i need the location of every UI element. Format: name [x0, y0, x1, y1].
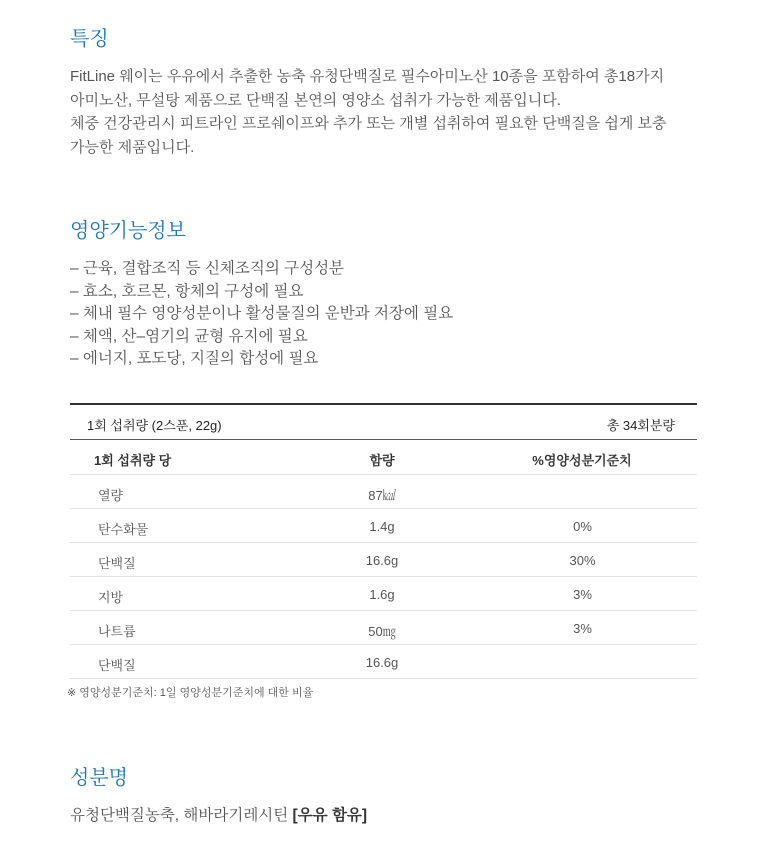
header-daily-value: %영양성분기준치 [532, 453, 632, 468]
nutrition-table [70, 403, 697, 679]
nutrition-function-heading: 영양기능정보 [70, 220, 186, 242]
ingredients-heading: 성분명 [70, 767, 128, 789]
features-line: 아미노산, 무설탕 제품으로 단백질 본연의 영양소 섭취가 가능한 제품입니다. [70, 91, 561, 109]
features-line: 가능한 제품입니다. [70, 138, 195, 156]
nutrient-name: 단백질 [98, 556, 136, 571]
nutrient-name: 단백질 [98, 658, 136, 673]
table-row [70, 611, 697, 645]
nutrient-dv: 3% [573, 621, 592, 636]
list-item: – 에너지, 포도당, 지질의 합성에 필요 [70, 350, 319, 367]
header-per-serving: 1회 섭취량 당 [94, 453, 172, 468]
features-heading: 특징 [70, 28, 109, 50]
list-item: – 효소, 호르몬, 항체의 구성에 필요 [70, 282, 304, 300]
table-row [70, 577, 697, 611]
nutrient-amount: 16.6g [365, 553, 399, 568]
table-row [70, 543, 697, 577]
list-item: – 근육, 결합조직 등 신체조직의 구성성분 [70, 260, 345, 277]
nutrient-amount: 87㎉ [368, 488, 396, 503]
nutrition-function-list [70, 258, 453, 371]
list-item: – 체내 필수 영양성분이나 활성물질의 운반과 저장에 필요 [70, 305, 454, 322]
table-row [70, 475, 697, 509]
ingredients-list: 유청단백질농축, 해바라기레시틴 [70, 807, 293, 824]
nutrient-dv: 30% [569, 553, 596, 568]
table-row [70, 509, 697, 543]
features-line: FitLine 웨이는 우유에서 추출한 농축 유청단백질로 필수아미노산 10종을 포함하여 총18가지 [70, 68, 665, 85]
nutrient-amount: 1.4g [369, 519, 395, 534]
features-line: 체중 건강관리시 피트라인 프로쉐이프와 추가 또는 개별 섭취하여 필요한 단백질을 쉽게 보충 [70, 115, 667, 132]
features-description [70, 65, 710, 159]
header-amount: 함량 [369, 453, 395, 468]
table-row [70, 645, 697, 679]
allergen-notice: [우유 함유] [292, 807, 368, 824]
nutrient-dv: 0% [573, 519, 592, 534]
ingredients-text [70, 803, 367, 825]
nutrient-name: 열량 [98, 488, 124, 503]
nutrient-amount: 1.6g [369, 587, 395, 602]
nutrient-dv: 3% [573, 587, 592, 602]
daily-value-note: ※ 영양성분기준치: 1일 영양성분기준치에 대한 비율 [67, 687, 314, 699]
list-item: – 체액, 산–염기의 균형 유지에 필요 [70, 327, 308, 345]
table-header-row [70, 440, 697, 475]
serving-size: 1회 섭취량 (2스푼, 22g) [87, 418, 222, 433]
serving-info-bar [70, 403, 697, 440]
nutrient-name: 나트륨 [98, 624, 136, 639]
nutrient-amount: 50㎎ [368, 624, 396, 639]
total-servings: 총 34회분량 [606, 418, 675, 433]
nutrient-amount: 16.6g [365, 655, 399, 670]
nutrient-name: 지방 [98, 590, 124, 605]
nutrient-name: 탄수화물 [98, 522, 149, 537]
